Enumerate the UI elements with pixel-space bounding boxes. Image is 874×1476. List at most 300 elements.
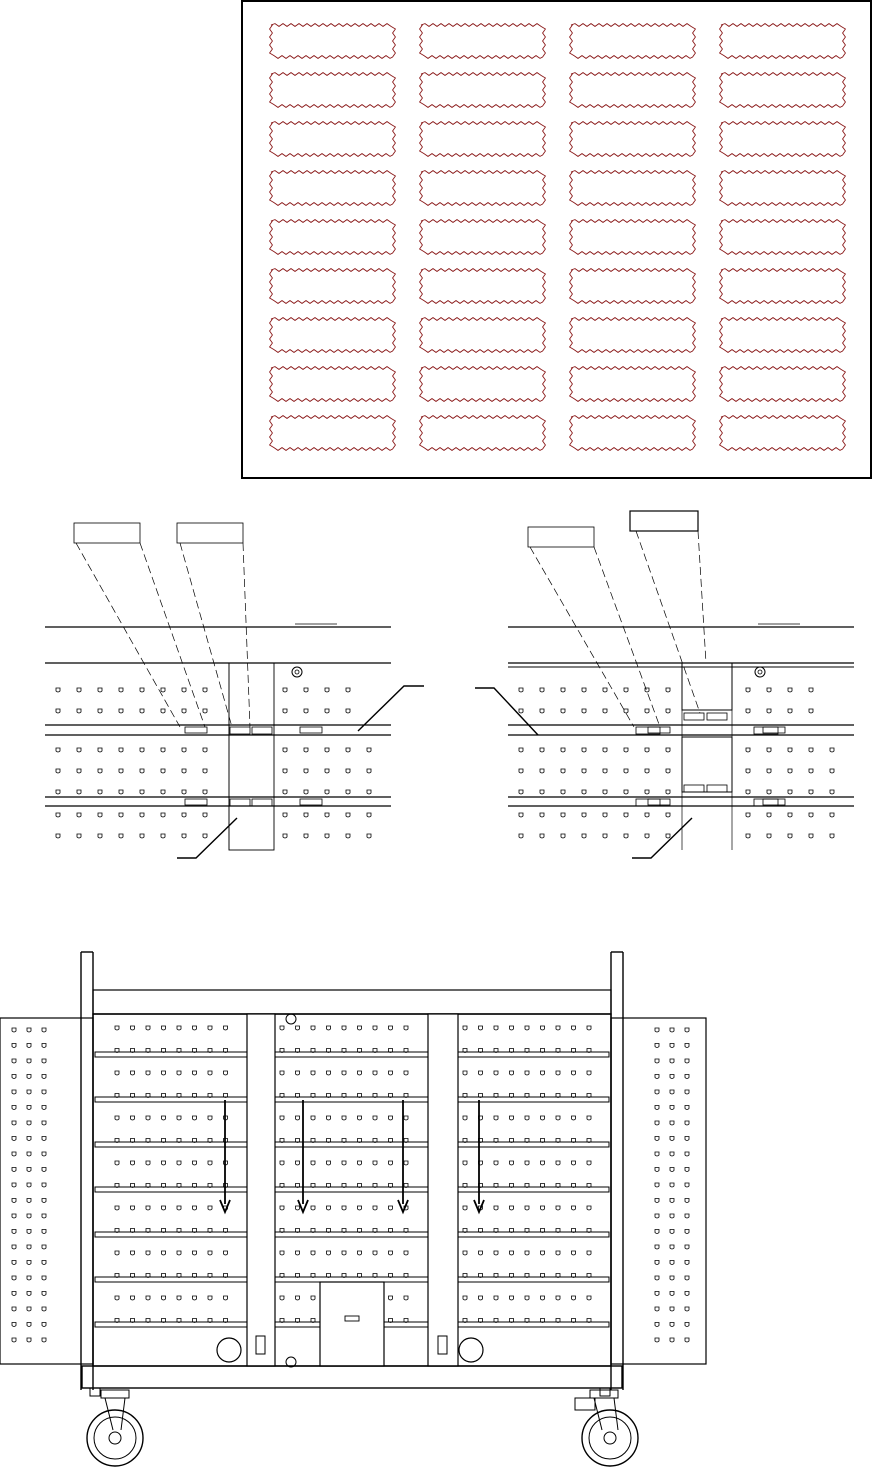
mounting-hole <box>746 709 750 713</box>
panel-hole <box>131 1206 135 1210</box>
mounting-hole <box>603 813 607 817</box>
door-hole <box>27 1106 31 1110</box>
door-hole <box>670 1230 674 1234</box>
panel-hole <box>494 1116 498 1120</box>
mounting-hole <box>283 709 287 713</box>
mounting-hole <box>56 709 60 713</box>
label-sheet <box>242 1 871 478</box>
mounting-hole <box>140 813 144 817</box>
door-hole <box>42 1230 46 1234</box>
panel-hole <box>327 1206 331 1210</box>
panel-hole <box>177 1116 181 1120</box>
mounting-hole <box>809 688 813 692</box>
panel-hole <box>358 1026 362 1030</box>
mounting-hole <box>98 769 102 773</box>
door-hole <box>12 1090 16 1094</box>
panel-hole <box>327 1116 331 1120</box>
cart-base <box>82 1366 622 1388</box>
rail-label-slot <box>648 727 670 733</box>
mounting-hole <box>746 748 750 752</box>
mounting-hole <box>140 834 144 838</box>
mounting-hole <box>561 813 565 817</box>
mounting-hole <box>119 769 123 773</box>
mounting-hole <box>283 688 287 692</box>
panel-hole <box>327 1026 331 1030</box>
panel-hole <box>510 1296 514 1300</box>
door-hole <box>12 1214 16 1218</box>
panel-hole <box>373 1251 377 1255</box>
cart-top <box>93 990 611 1014</box>
label-sheet-frame <box>242 1 871 478</box>
door-hole <box>685 1261 689 1265</box>
mounting-hole <box>746 834 750 838</box>
panel-hole <box>177 1251 181 1255</box>
mounting-hole <box>325 769 329 773</box>
mounting-hole <box>603 769 607 773</box>
panel-hole <box>587 1026 591 1030</box>
mounting-hole <box>666 834 670 838</box>
panel-hole <box>541 1116 545 1120</box>
divider-post-left <box>247 1014 275 1366</box>
panel-hole <box>146 1071 150 1075</box>
blank-label <box>720 171 846 206</box>
mount-screw <box>292 667 302 677</box>
mount-screw-center <box>295 670 299 674</box>
mounting-hole <box>809 769 813 773</box>
door-hole <box>670 1090 674 1094</box>
door-hole <box>12 1059 16 1063</box>
door-hole <box>42 1137 46 1141</box>
mounting-hole <box>809 748 813 752</box>
cable-reel-left <box>217 1338 241 1362</box>
mounting-hole <box>788 688 792 692</box>
door-hole <box>12 1028 16 1032</box>
panel-hole <box>525 1071 529 1075</box>
caster-rim <box>94 1417 136 1459</box>
mounting-hole <box>540 688 544 692</box>
panel-hole <box>296 1071 300 1075</box>
mounting-hole <box>788 709 792 713</box>
panel-hole <box>463 1251 467 1255</box>
mounting-hole <box>119 688 123 692</box>
panel-hole <box>280 1251 284 1255</box>
panel-hole <box>463 1071 467 1075</box>
panel-hole <box>115 1251 119 1255</box>
mounting-hole <box>830 769 834 773</box>
mounting-hole <box>582 709 586 713</box>
mounting-hole <box>203 813 207 817</box>
mounting-hole <box>624 688 628 692</box>
panel-hole <box>556 1071 560 1075</box>
mounting-hole <box>346 790 350 794</box>
mounting-hole <box>582 769 586 773</box>
mounting-hole <box>540 769 544 773</box>
mounting-hole <box>98 834 102 838</box>
door-hole <box>42 1152 46 1156</box>
right-side-door <box>611 1018 706 1364</box>
door-hole <box>42 1292 46 1296</box>
door-hole <box>12 1276 16 1280</box>
mounting-hole <box>77 790 81 794</box>
mounting-hole <box>161 709 165 713</box>
mounting-hole <box>140 688 144 692</box>
mounting-hole <box>666 813 670 817</box>
door-hole <box>27 1214 31 1218</box>
top-screw <box>286 1014 296 1024</box>
door-hole <box>670 1292 674 1296</box>
panel-hole <box>525 1116 529 1120</box>
panel-hole <box>404 1071 408 1075</box>
mounting-hole <box>624 709 628 713</box>
panel-hole <box>572 1296 576 1300</box>
mounting-hole <box>161 834 165 838</box>
mounting-hole <box>624 813 628 817</box>
panel-hole <box>177 1026 181 1030</box>
base-foot <box>600 1388 610 1396</box>
panel-hole <box>358 1116 362 1120</box>
door-hole <box>670 1137 674 1141</box>
door-hole <box>12 1292 16 1296</box>
panel-hole <box>463 1161 467 1165</box>
door-hole <box>42 1307 46 1311</box>
mounting-hole <box>182 709 186 713</box>
divider-label-slot <box>252 727 272 734</box>
panel-hole <box>311 1206 315 1210</box>
callout-box <box>528 527 594 547</box>
panel-hole <box>224 1071 228 1075</box>
door-hole <box>655 1245 659 1249</box>
mounting-hole <box>788 834 792 838</box>
door-hole <box>670 1261 674 1265</box>
mounting-hole <box>666 709 670 713</box>
mounting-hole <box>325 813 329 817</box>
door-hole <box>655 1276 659 1280</box>
door-hole <box>42 1044 46 1048</box>
blank-label <box>420 269 546 304</box>
blank-label <box>270 122 396 157</box>
caster-rim <box>589 1417 631 1459</box>
mounting-hole <box>304 748 308 752</box>
door-hole <box>670 1307 674 1311</box>
door-hole <box>655 1137 659 1141</box>
panel-hole <box>208 1161 212 1165</box>
panel-hole <box>208 1026 212 1030</box>
panel-hole <box>389 1296 393 1300</box>
mounting-hole <box>582 834 586 838</box>
panel-hole <box>389 1206 393 1210</box>
mounting-hole <box>98 813 102 817</box>
panel-hole <box>327 1251 331 1255</box>
blank-label <box>420 367 546 402</box>
mounting-hole <box>767 790 771 794</box>
panel-hole <box>131 1296 135 1300</box>
mounting-hole <box>367 813 371 817</box>
panel-hole <box>162 1071 166 1075</box>
door-hole <box>670 1183 674 1187</box>
callout-box <box>74 523 140 543</box>
door-hole <box>12 1307 16 1311</box>
leader-line <box>475 688 538 735</box>
door-hole <box>655 1121 659 1125</box>
mounting-hole <box>182 813 186 817</box>
door-hole <box>670 1044 674 1048</box>
panel-hole <box>115 1296 119 1300</box>
door-hole <box>655 1230 659 1234</box>
mounting-hole <box>346 748 350 752</box>
divider-panel <box>229 663 274 850</box>
callout-box <box>177 523 243 543</box>
divider-label-slot <box>230 799 250 806</box>
mounting-hole <box>140 709 144 713</box>
door-hole <box>655 1183 659 1187</box>
mounting-hole <box>519 748 523 752</box>
rail-label-slot <box>185 799 207 805</box>
door-hole <box>685 1075 689 1079</box>
mounting-hole <box>767 834 771 838</box>
door-hole <box>27 1121 31 1125</box>
door-hole <box>42 1214 46 1218</box>
panel-hole <box>572 1206 576 1210</box>
mounting-hole <box>519 790 523 794</box>
panel-hole <box>494 1296 498 1300</box>
door-hole <box>27 1276 31 1280</box>
blank-label <box>270 73 396 108</box>
panel-hole <box>389 1116 393 1120</box>
mounting-hole <box>203 769 207 773</box>
door-hole <box>685 1168 689 1172</box>
panel-hole <box>404 1026 408 1030</box>
panel-hole <box>162 1296 166 1300</box>
callout-box <box>630 511 698 531</box>
mounting-hole <box>767 769 771 773</box>
mounting-hole <box>624 748 628 752</box>
panel-hole <box>193 1161 197 1165</box>
panel-hole <box>463 1296 467 1300</box>
blank-label <box>570 220 696 255</box>
door-hole <box>42 1168 46 1172</box>
panel-hole <box>224 1296 228 1300</box>
panel-hole <box>296 1026 300 1030</box>
blank-label <box>570 269 696 304</box>
door-hole <box>42 1106 46 1110</box>
mounting-hole <box>325 748 329 752</box>
mounting-hole <box>119 748 123 752</box>
caster-hub <box>604 1432 616 1444</box>
door-hole <box>27 1137 31 1141</box>
panel-hole <box>541 1251 545 1255</box>
mounting-hole <box>519 834 523 838</box>
panel-hole <box>494 1161 498 1165</box>
mounting-hole <box>98 790 102 794</box>
rail-label-slot <box>300 727 322 733</box>
door-hole <box>12 1168 16 1172</box>
mounting-hole <box>304 790 308 794</box>
caster-wheel <box>87 1410 143 1466</box>
mounting-hole <box>182 834 186 838</box>
mounting-hole <box>788 769 792 773</box>
callout-leader <box>140 543 205 727</box>
mounting-hole <box>561 769 565 773</box>
callout-leader <box>636 531 700 713</box>
door-hole <box>655 1261 659 1265</box>
blank-label <box>720 220 846 255</box>
door-hole <box>27 1245 31 1249</box>
panel-hole <box>146 1161 150 1165</box>
mounting-hole <box>645 748 649 752</box>
mounting-hole <box>119 709 123 713</box>
mounting-hole <box>77 709 81 713</box>
mounting-hole <box>645 709 649 713</box>
mounting-hole <box>767 688 771 692</box>
mounting-hole <box>56 813 60 817</box>
door-hole <box>685 1323 689 1327</box>
mounting-hole <box>519 709 523 713</box>
door-hole <box>670 1106 674 1110</box>
panel-hole <box>193 1206 197 1210</box>
mounting-hole <box>582 813 586 817</box>
mounting-hole <box>666 688 670 692</box>
mounting-hole <box>582 748 586 752</box>
mounting-hole <box>140 769 144 773</box>
door-hole <box>42 1323 46 1327</box>
door-hole <box>27 1168 31 1172</box>
panel-hole <box>146 1116 150 1120</box>
bracket-label-slot <box>684 785 704 792</box>
door-hole <box>12 1323 16 1327</box>
door-hole <box>685 1214 689 1218</box>
panel-hole <box>373 1206 377 1210</box>
panel-hole <box>311 1296 315 1300</box>
panel-hole <box>311 1161 315 1165</box>
panel-hole <box>525 1206 529 1210</box>
bracket-label-slot <box>707 785 727 792</box>
door-hole <box>27 1261 31 1265</box>
rail-label-slot <box>763 799 785 805</box>
door-hole <box>655 1075 659 1079</box>
panel-hole <box>479 1296 483 1300</box>
mounting-hole <box>283 748 287 752</box>
panel-hole <box>572 1071 576 1075</box>
panel-hole <box>208 1206 212 1210</box>
mounting-hole <box>203 834 207 838</box>
mounting-hole <box>161 688 165 692</box>
mounting-hole <box>624 790 628 794</box>
caster-mount <box>590 1390 618 1398</box>
panel-hole <box>162 1026 166 1030</box>
door-hole <box>655 1059 659 1063</box>
door-hole <box>685 1245 689 1249</box>
panel-hole <box>193 1296 197 1300</box>
mounting-hole <box>304 813 308 817</box>
mounting-hole <box>77 748 81 752</box>
panel-hole <box>115 1206 119 1210</box>
panel-hole <box>525 1026 529 1030</box>
panel-hole <box>296 1296 300 1300</box>
mounting-hole <box>767 813 771 817</box>
mounting-hole <box>346 709 350 713</box>
door-hole <box>685 1044 689 1048</box>
left-side-door <box>0 1018 93 1364</box>
panel-hole <box>193 1116 197 1120</box>
mounting-hole <box>561 709 565 713</box>
blank-label <box>720 73 846 108</box>
door-hole <box>27 1044 31 1048</box>
mounting-hole <box>746 813 750 817</box>
door-hole <box>655 1292 659 1296</box>
leader-line <box>632 818 692 858</box>
panel-hole <box>208 1071 212 1075</box>
mounting-hole <box>182 769 186 773</box>
divider-label-slot <box>252 799 272 806</box>
mounting-hole <box>519 813 523 817</box>
blank-label <box>570 24 696 59</box>
door-hole <box>685 1137 689 1141</box>
blank-label <box>270 24 396 59</box>
panel-hole <box>358 1071 362 1075</box>
panel-hole <box>177 1206 181 1210</box>
panel-hole <box>193 1026 197 1030</box>
panel-hole <box>463 1116 467 1120</box>
door-hole <box>12 1075 16 1079</box>
panel-hole <box>131 1251 135 1255</box>
panel-hole <box>131 1071 135 1075</box>
panel-hole <box>463 1206 467 1210</box>
panel-hole <box>131 1116 135 1120</box>
door-hole <box>27 1230 31 1234</box>
door-hole <box>42 1090 46 1094</box>
panel-hole <box>177 1071 181 1075</box>
panel-hole <box>587 1116 591 1120</box>
door-hole <box>27 1338 31 1342</box>
panel-hole <box>342 1071 346 1075</box>
mounting-hole <box>788 813 792 817</box>
panel-hole <box>146 1296 150 1300</box>
panel-hole <box>389 1161 393 1165</box>
door-hole <box>685 1199 689 1203</box>
mounting-hole <box>283 790 287 794</box>
mounting-hole <box>119 813 123 817</box>
mounting-hole <box>304 834 308 838</box>
blank-label <box>270 269 396 304</box>
blank-label <box>720 122 846 157</box>
leader-line <box>358 686 424 731</box>
mounting-hole <box>304 769 308 773</box>
panel-hole <box>358 1206 362 1210</box>
panel-hole <box>177 1161 181 1165</box>
panel-hole <box>280 1206 284 1210</box>
panel-hole <box>556 1026 560 1030</box>
blank-label <box>420 171 546 206</box>
callout-leader <box>594 547 660 727</box>
cable-reel-right <box>459 1338 483 1362</box>
mounting-hole <box>666 748 670 752</box>
panel-hole <box>373 1071 377 1075</box>
shelf <box>95 1097 609 1102</box>
rail-label-slot <box>185 727 207 733</box>
door-hole <box>42 1059 46 1063</box>
door-hole <box>670 1168 674 1172</box>
rail-label-slot <box>648 799 670 805</box>
mounting-hole <box>519 688 523 692</box>
panel-hole <box>525 1296 529 1300</box>
panel-hole <box>193 1251 197 1255</box>
bracket-label-slot <box>707 713 727 720</box>
mounting-hole <box>624 834 628 838</box>
door-hole <box>685 1106 689 1110</box>
door-hole <box>670 1059 674 1063</box>
shelf <box>95 1232 609 1237</box>
blank-label <box>270 220 396 255</box>
